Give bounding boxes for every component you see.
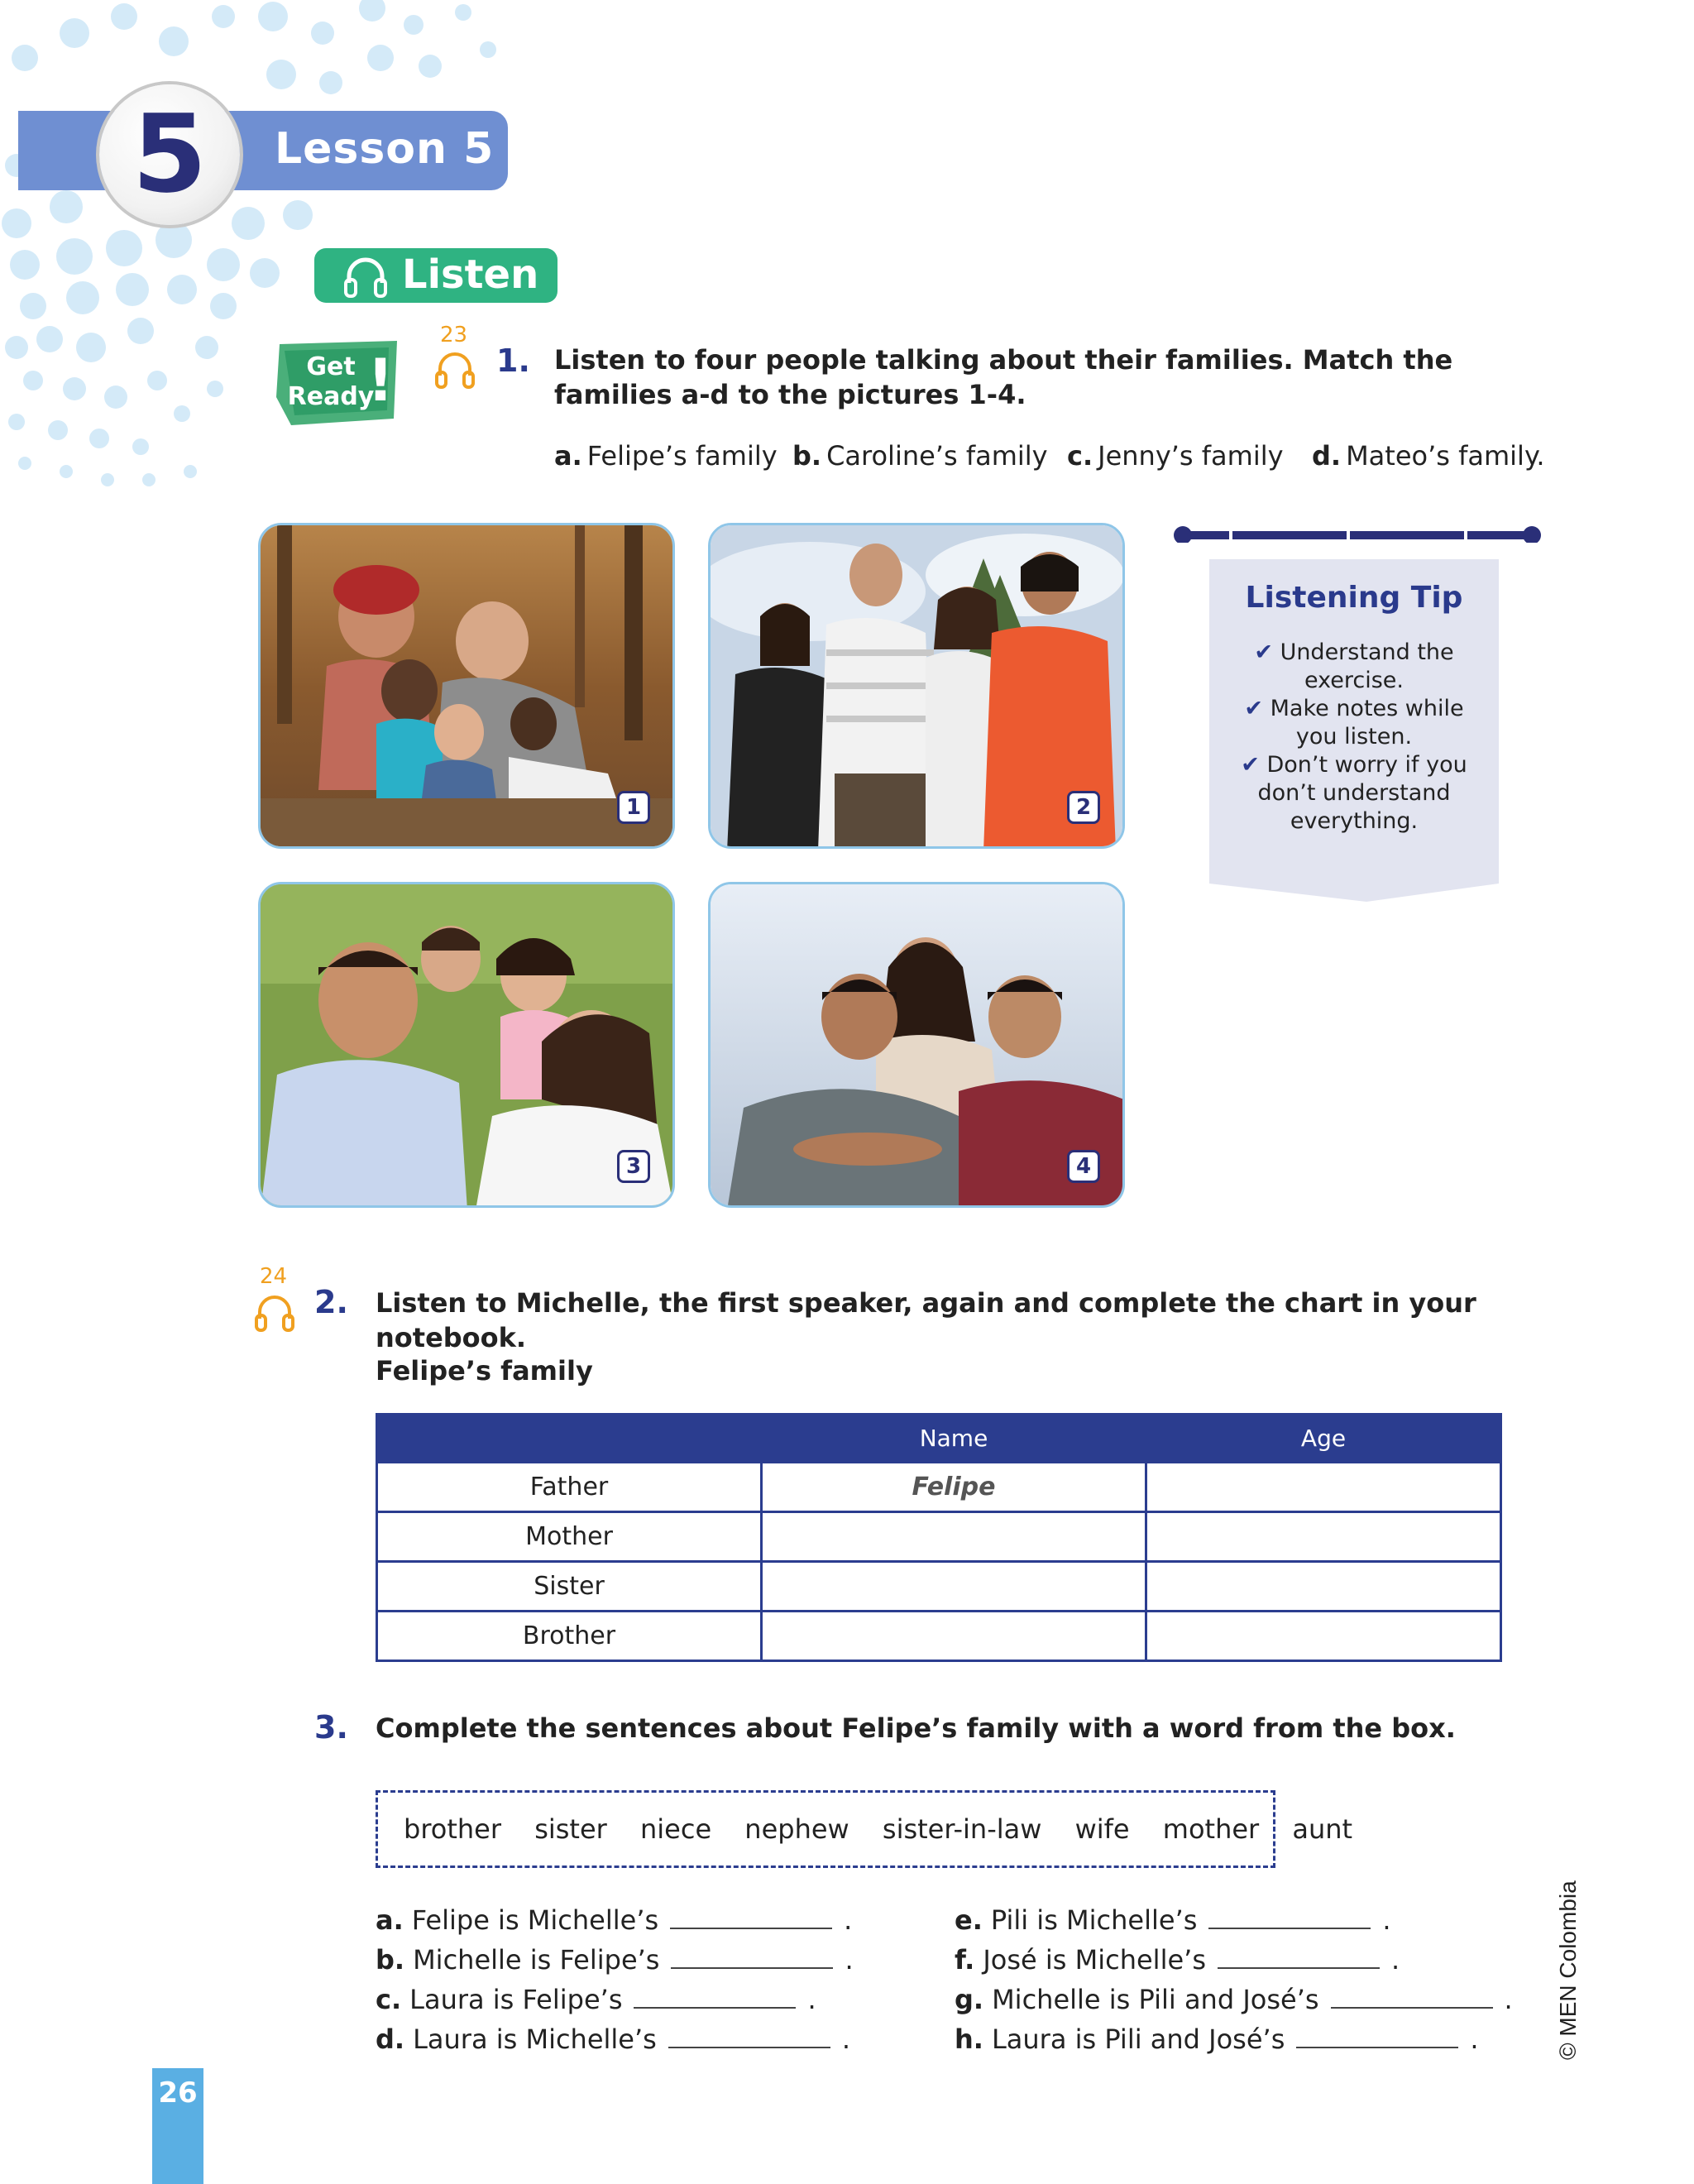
check-icon: ✔ xyxy=(1244,696,1264,721)
name-cell xyxy=(762,1512,1146,1562)
photo-number-badge: 1 xyxy=(617,791,650,824)
age-cell xyxy=(1146,1562,1501,1612)
chart-header-name: Name xyxy=(762,1415,1146,1463)
chart-header-row xyxy=(377,1415,1501,1463)
word-box-list xyxy=(404,1813,1377,1845)
sentence-f: f. José is Michelle’s . xyxy=(955,1944,1400,1976)
relation-cell: Father xyxy=(377,1463,762,1512)
word-item: niece xyxy=(639,1813,712,1845)
word-item: sister-in-law xyxy=(882,1813,1042,1845)
section-label: Listen xyxy=(402,251,539,298)
table-row xyxy=(377,1463,1501,1512)
photo-number-badge: 2 xyxy=(1067,791,1100,824)
sentence-c: c. Laura is Felipe’s . xyxy=(376,1984,816,2015)
audio-headphone-icon[interactable] xyxy=(433,347,476,392)
table-row xyxy=(377,1562,1501,1612)
answer-blank[interactable] xyxy=(1331,1987,1493,2009)
word-item: sister xyxy=(534,1813,607,1845)
relation-cell: Sister xyxy=(377,1562,762,1612)
answer-blank[interactable] xyxy=(1208,1908,1371,1929)
exercise-1-number: 1. xyxy=(496,342,530,379)
lesson-title: Lesson 5 xyxy=(275,124,495,174)
relation-cell: Brother xyxy=(377,1612,762,1661)
family-photo-3 xyxy=(258,882,675,1208)
lesson-number: 5 xyxy=(132,91,208,217)
answer-blank[interactable] xyxy=(670,1908,832,1929)
exercise-2-number: 2. xyxy=(314,1284,348,1320)
family-chart xyxy=(376,1413,1502,1662)
answer-blank[interactable] xyxy=(1296,2027,1458,2048)
word-item: brother xyxy=(404,1813,502,1845)
track-number-24: 24 xyxy=(260,1264,288,1289)
tip-banner-rod xyxy=(1173,526,1542,543)
listening-tip-title: Listening Tip xyxy=(1245,581,1463,615)
family-photo-2 xyxy=(708,523,1125,849)
check-icon: ✔ xyxy=(1254,639,1273,665)
exercise-3-instruction: Complete the sentences about Felipe’s family with a word from the box. xyxy=(376,1712,1456,1744)
age-cell xyxy=(1146,1512,1501,1562)
photo-number-badge: 4 xyxy=(1067,1150,1100,1183)
name-cell xyxy=(762,1562,1146,1612)
chart-header-age: Age xyxy=(1146,1415,1501,1463)
headphones-icon xyxy=(341,251,390,301)
answer-blank[interactable] xyxy=(1218,1947,1380,1969)
tip-item: ✔ Make notes while you listen. xyxy=(1244,696,1464,750)
option-a: a. Felipe’s family xyxy=(554,440,778,472)
table-row xyxy=(377,1512,1501,1562)
table-row xyxy=(377,1612,1501,1661)
family-photo-4 xyxy=(708,882,1125,1208)
exercise-3-number: 3. xyxy=(314,1709,348,1746)
tip-item: ✔ Understand the exercise. xyxy=(1254,639,1454,693)
photo-number-badge: 3 xyxy=(617,1150,650,1183)
option-c: c. Jenny’s family xyxy=(1067,440,1284,472)
get-ready-text: Get Ready xyxy=(287,352,375,411)
age-cell xyxy=(1146,1463,1501,1512)
listening-tip-list xyxy=(1209,639,1499,836)
family-photo-1 xyxy=(258,523,675,849)
track-number-23: 23 xyxy=(440,323,468,347)
sentence-e: e. Pili is Michelle’s . xyxy=(955,1904,1391,1936)
tip-item: ✔ Don’t worry if you don’t understand everything. xyxy=(1241,752,1467,834)
copyright-notice: © MEN Colombia xyxy=(1555,1880,1581,2060)
name-cell xyxy=(762,1612,1146,1661)
relation-cell: Mother xyxy=(377,1512,762,1562)
audio-headphone-icon[interactable] xyxy=(253,1291,296,1335)
get-ready-mark: ! xyxy=(367,347,394,414)
age-cell xyxy=(1146,1612,1501,1661)
exercise-2-instruction: Listen to Michelle, the first speaker, again and complete the chart in your notebook. xyxy=(376,1287,1476,1353)
word-item: wife xyxy=(1074,1813,1130,1845)
sentence-h: h. Laura is Pili and José’s . xyxy=(955,2024,1479,2055)
chart-subheading: Felipe’s family xyxy=(376,1355,593,1387)
sentence-g: g. Michelle is Pili and José’s . xyxy=(955,1984,1513,2015)
name-cell: Felipe xyxy=(762,1463,1146,1512)
sentence-b: b. Michelle is Felipe’s . xyxy=(376,1944,854,1976)
answer-blank[interactable] xyxy=(671,1947,833,1969)
sentence-d: d. Laura is Michelle’s . xyxy=(376,2024,850,2055)
answer-blank[interactable] xyxy=(668,2027,830,2048)
answer-blank[interactable] xyxy=(634,1987,796,2009)
chart-header-blank xyxy=(377,1415,762,1463)
option-b: b. Caroline’s family xyxy=(792,440,1048,472)
check-icon: ✔ xyxy=(1241,752,1260,778)
page-number: 26 xyxy=(158,2076,198,2110)
sentence-a: a. Felipe is Michelle’s . xyxy=(376,1904,853,1936)
word-item: nephew xyxy=(744,1813,849,1845)
word-item: mother xyxy=(1162,1813,1260,1845)
option-d: d. Mateo’s family. xyxy=(1312,440,1545,472)
word-item: aunt xyxy=(1292,1813,1353,1845)
exercise-1-instruction: Listen to four people talking about their families. Match the families a-d to the pictures 1-4. xyxy=(554,344,1453,410)
